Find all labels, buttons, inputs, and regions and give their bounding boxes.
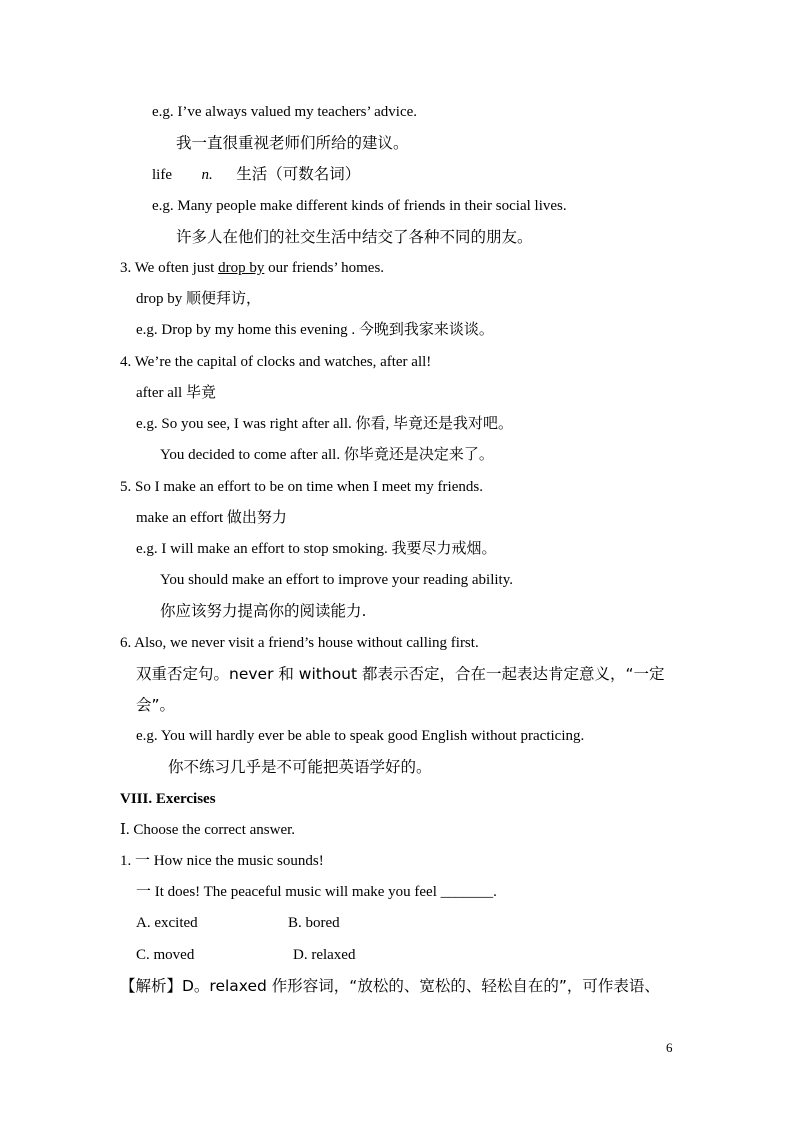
phrase-definition: drop by 顺便拜访， bbox=[136, 291, 261, 307]
example-sentence: You should make an effort to improve your reading ability. bbox=[160, 572, 513, 588]
phrase-definition: make an effort 做出努力 bbox=[136, 510, 287, 526]
option-d: D. relaxed bbox=[293, 947, 356, 963]
vocab-entry bbox=[152, 164, 360, 185]
example-sentence: e.g. Many people make different kinds of friends in their social lives. bbox=[152, 198, 567, 214]
answer-analysis: 【解析】D。relaxed 作形容词，“放松的、宽松的、轻松自在的”，可作表语、 bbox=[120, 977, 660, 995]
vocab-meaning: 生活（可数名词） bbox=[236, 165, 361, 183]
phrase-definition: after all 毕竟 bbox=[136, 385, 216, 401]
example-sentence: e.g. You will hardly ever be able to speak good English without practicing. bbox=[136, 728, 585, 744]
example-sentence: e.g. I will make an effort to stop smoking. 我要尽力戒烟。 bbox=[136, 541, 497, 557]
option-b: B. bored bbox=[288, 915, 340, 931]
page-number: 6 bbox=[666, 1040, 673, 1055]
numbered-sentence: 6. Also, we never visit a friend’s house without calling first. bbox=[120, 635, 479, 651]
translation: 你不练习几乎是不可能把英语学好的。 bbox=[168, 758, 432, 776]
vocab-word: life bbox=[152, 167, 172, 183]
translation: 许多人在他们的社交生活中结交了各种不同的朋友。 bbox=[176, 228, 533, 246]
section-heading: VIII. Exercises bbox=[120, 791, 216, 807]
numbered-sentence: 5. So I make an effort to be on time when I meet my friends. bbox=[120, 479, 483, 495]
example-sentence: e.g. I’ve always valued my teachers’ advice. bbox=[152, 104, 418, 120]
example-sentence: e.g. Drop by my home this evening . 今晚到我家来谈谈。 bbox=[136, 322, 494, 338]
explanation: 双重否定句。never 和 without 都表示否定，合在一起表达肯定意义，“一定 bbox=[136, 665, 665, 683]
example-sentence: e.g. So you see, I was right after all. 你看, 毕竟还是我对吧。 bbox=[136, 416, 514, 432]
example-sentence: You decided to come after all. 你毕竟还是决定来了。 bbox=[160, 447, 494, 463]
numbered-sentence: 4. We’re the capital of clocks and watches, after all! bbox=[120, 354, 432, 370]
underlined-phrase: drop by bbox=[218, 260, 265, 276]
question: 1. 一 How nice the music sounds! bbox=[120, 853, 324, 869]
option-a: A. excited bbox=[136, 915, 198, 931]
sentence-part: our friends’ homes. bbox=[264, 260, 385, 276]
numbered-sentence bbox=[120, 258, 384, 278]
question-response: 一 It does! The peaceful music will make you feel _______. bbox=[136, 884, 497, 900]
sentence-part: 3. We often just bbox=[120, 260, 219, 276]
translation: 我一直很重视老师们所给的建议。 bbox=[176, 134, 409, 152]
exercise-instruction: Ⅰ. Choose the correct answer. bbox=[120, 822, 296, 838]
translation: 你应该努力提高你的阅读能力. bbox=[160, 602, 367, 620]
part-of-speech: n. bbox=[201, 167, 213, 183]
explanation-continued: 会”。 bbox=[136, 696, 176, 714]
option-c: C. moved bbox=[136, 947, 195, 963]
